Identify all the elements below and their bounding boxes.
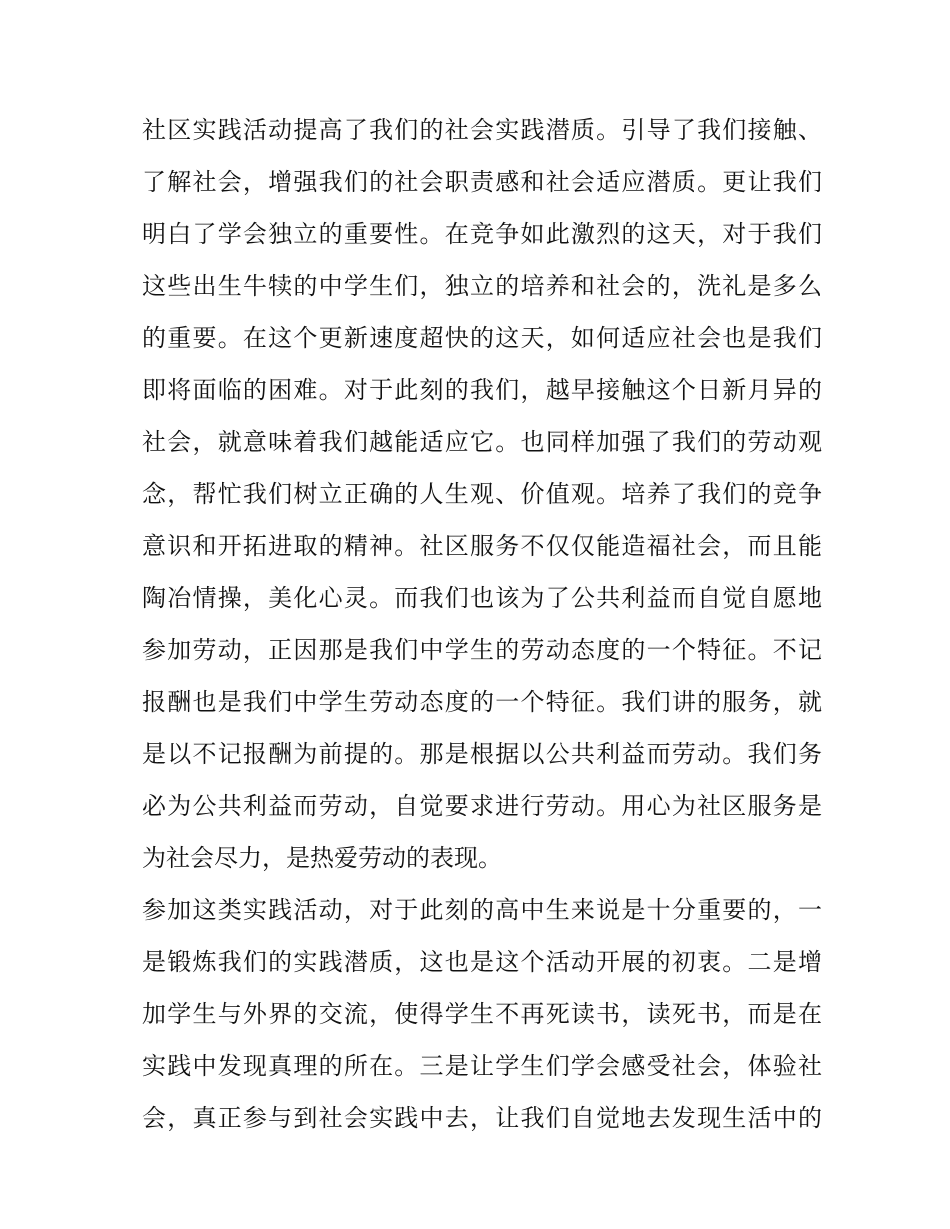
text-line: 会，真正参与到社会实践中去，让我们自觉地去发现生活中的	[142, 1104, 822, 1132]
text-line: 是以不记报酬为前提的。那是根据以公共利益而劳动。我们务	[142, 740, 822, 768]
text-line: 意识和开拓进取的精神。社区服务不仅仅能造福社会，而且能	[142, 532, 822, 560]
text-line: 必为公共利益而劳动，自觉要求进行劳动。用心为社区服务是	[142, 792, 822, 820]
text-line: 参加这类实践活动，对于此刻的高中生来说是十分重要的，一	[142, 896, 822, 924]
text-line: 社区实践活动提高了我们的社会实践潜质。引导了我们接触、	[142, 116, 822, 144]
text-line: 念，帮忙我们树立正确的人生观、价值观。培养了我们的竞争	[142, 480, 822, 508]
text-line: 实践中发现真理的所在。三是让学生们学会感受社会，体验社	[142, 1052, 822, 1080]
text-line: 的重要。在这个更新速度超快的这天，如何适应社会也是我们	[142, 324, 822, 352]
text-line: 明白了学会独立的重要性。在竞争如此激烈的这天，对于我们	[142, 220, 822, 248]
text-line: 参加劳动，正因那是我们中学生的劳动态度的一个特征。不记	[142, 636, 822, 664]
text-line: 社会，就意味着我们越能适应它。也同样加强了我们的劳动观	[142, 428, 822, 456]
text-line: 为社会尽力，是热爱劳动的表现。	[142, 844, 502, 872]
text-line: 即将面临的困难。对于此刻的我们，越早接触这个日新月异的	[142, 376, 822, 404]
text-line: 是锻炼我们的实践潜质，这也是这个活动开展的初衷。二是增	[142, 948, 822, 976]
text-line: 这些出生牛犊的中学生们，独立的培养和社会的，洗礼是多么	[142, 272, 822, 300]
text-line: 了解社会，增强我们的社会职责感和社会适应潜质。更让我们	[142, 168, 822, 196]
text-line: 报酬也是我们中学生劳动态度的一个特征。我们讲的服务，就	[142, 688, 822, 716]
text-line: 陶冶情操，美化心灵。而我们也该为了公共利益而自觉自愿地	[142, 584, 822, 612]
text-line: 加学生与外界的交流，使得学生不再死读书，读死书，而是在	[142, 1000, 822, 1028]
